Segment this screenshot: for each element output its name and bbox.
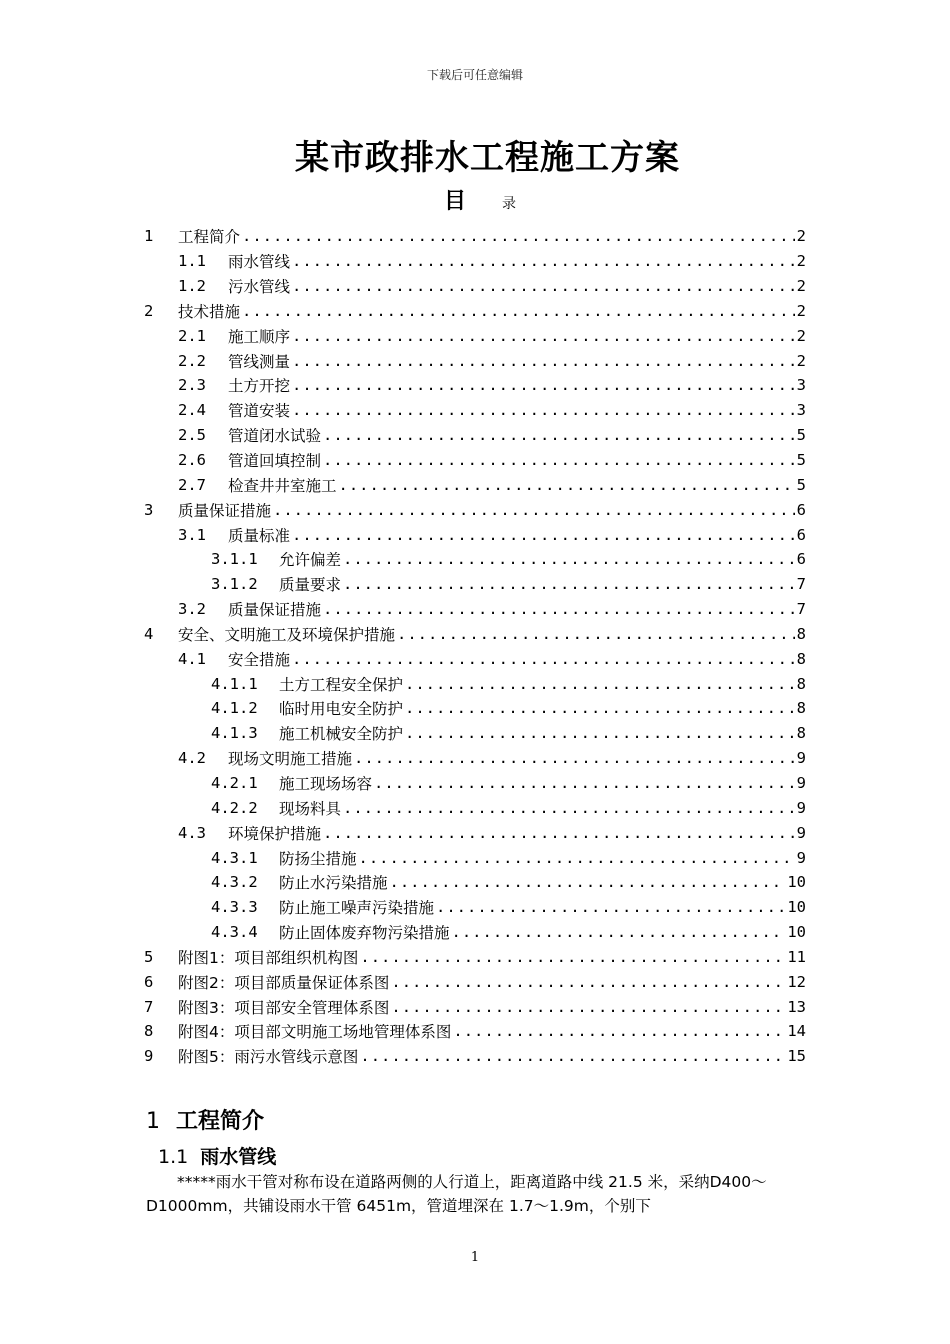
- toc-entry-number: 1: [144, 227, 154, 246]
- toc-entry[interactable]: [144, 771, 806, 796]
- toc-dot-leader: [323, 451, 795, 469]
- toc-entry-title: 管道闭水试验: [228, 427, 322, 446]
- toc-dot-leader: [323, 600, 795, 618]
- toc-dot-leader: [292, 526, 795, 544]
- header-note: 下载后可任意编辑: [426, 68, 523, 82]
- toc-dot-leader: [343, 550, 795, 568]
- toc-entry-page: 5: [796, 451, 806, 470]
- toc-dot-leader: [292, 352, 795, 370]
- toc-entry-number: 4.1.2: [211, 699, 258, 718]
- toc-entry-title: 安全措施: [228, 650, 291, 669]
- toc-entry-page: 9: [796, 823, 806, 842]
- toc-entry[interactable]: [144, 373, 806, 398]
- toc-entry[interactable]: [144, 522, 806, 547]
- toc-dot-leader: [405, 675, 795, 693]
- toc-entry-title: 工程简介: [178, 228, 241, 247]
- toc-entry-page: 8: [796, 724, 806, 743]
- toc-entry[interactable]: [144, 497, 806, 522]
- page-number: 1: [470, 1250, 480, 1265]
- subsection-title: 雨水管线: [200, 1146, 277, 1168]
- toc-entry-title: 防止固体废弃物污染措施: [279, 924, 450, 943]
- toc-entry[interactable]: [144, 646, 806, 671]
- toc-entry[interactable]: [144, 1044, 806, 1069]
- toc-entry-number: 2.6: [178, 451, 206, 470]
- toc-entry[interactable]: [144, 696, 806, 721]
- subsection-heading: [158, 1142, 276, 1169]
- toc-entry-number: 3.1.1: [211, 550, 258, 569]
- toc-entry-title: 管道安装: [228, 402, 291, 421]
- toc-entry-number: 1.1: [178, 252, 206, 271]
- toc-entry[interactable]: [144, 224, 806, 249]
- toc-entry-page: 2: [796, 277, 806, 296]
- toc-heading-char2: 录: [502, 196, 516, 212]
- toc-entry-page: 7: [796, 600, 806, 619]
- toc-entry-number: 2.7: [178, 475, 206, 494]
- toc-entry-page: 9: [796, 773, 806, 792]
- toc-dot-leader: [397, 625, 795, 643]
- toc-entry-title: 防止水污染措施: [279, 874, 388, 893]
- toc-entry[interactable]: [144, 348, 806, 373]
- toc-entry-page: 5: [796, 475, 806, 494]
- toc-entry-page: 6: [796, 500, 806, 519]
- toc-entry-page: 8: [796, 699, 806, 718]
- toc-dot-leader: [339, 476, 795, 494]
- toc-entry[interactable]: [144, 671, 806, 696]
- toc-dot-leader: [390, 873, 786, 891]
- toc-dot-leader: [405, 724, 795, 742]
- toc-entry[interactable]: [144, 870, 806, 895]
- table-of-contents: [144, 224, 806, 1069]
- toc-dot-leader: [323, 426, 795, 444]
- toc-entry-title: 质量标准: [228, 526, 291, 545]
- toc-entry-title: 现场料具: [279, 799, 342, 818]
- toc-entry[interactable]: [144, 572, 806, 597]
- toc-entry-page: 8: [796, 674, 806, 693]
- toc-entry-title: 附图5：雨污水管线示意图: [178, 1048, 359, 1067]
- toc-entry-number: 2.4: [178, 401, 206, 420]
- section-heading: [146, 1104, 264, 1135]
- toc-entry-page: 2: [796, 326, 806, 345]
- toc-entry-page: 11: [787, 947, 806, 966]
- toc-entry-number: 4.2: [178, 749, 206, 768]
- toc-entry-page: 8: [796, 624, 806, 643]
- toc-dot-leader: [292, 327, 795, 345]
- toc-entry[interactable]: [144, 622, 806, 647]
- toc-entry[interactable]: [144, 448, 806, 473]
- subsection-number: 1.1: [158, 1146, 189, 1168]
- toc-entry-number: 2.3: [178, 376, 206, 395]
- toc-entry-title: 管道回填控制: [228, 452, 322, 471]
- toc-entry-page: 2: [796, 351, 806, 370]
- toc-entry-page: 9: [796, 798, 806, 817]
- toc-entry-title: 土方工程安全保护: [279, 675, 404, 694]
- toc-entry-title: 管线测量: [228, 352, 291, 371]
- toc-entry-number: 2.1: [178, 326, 206, 345]
- toc-entry-page: 3: [796, 401, 806, 420]
- toc-dot-leader: [323, 824, 795, 842]
- toc-dot-leader: [391, 998, 785, 1016]
- toc-dot-leader: [292, 376, 795, 394]
- toc-entry-number: 4.1: [178, 649, 206, 668]
- toc-entry[interactable]: [144, 323, 806, 348]
- toc-entry-number: 3.1: [178, 525, 206, 544]
- toc-entry-page: 6: [796, 525, 806, 544]
- toc-entry[interactable]: [144, 423, 806, 448]
- toc-entry-number: 4: [144, 624, 154, 643]
- toc-entry-title: 施工现场场容: [279, 774, 373, 793]
- toc-entry-page: 13: [787, 997, 806, 1016]
- toc-entry-number: 8: [144, 1022, 154, 1041]
- toc-dot-leader: [354, 749, 795, 767]
- toc-heading: [0, 184, 950, 215]
- toc-entry-title: 雨水管线: [228, 253, 291, 272]
- toc-entry[interactable]: [144, 969, 806, 994]
- toc-entry[interactable]: [144, 820, 806, 845]
- toc-dot-leader: [453, 1022, 785, 1040]
- toc-entry-page: 9: [796, 848, 806, 867]
- toc-dot-leader: [343, 575, 795, 593]
- toc-entry-number: 1.2: [178, 277, 206, 296]
- toc-entry-title: 附图2：项目部质量保证体系图: [178, 973, 390, 992]
- toc-entry[interactable]: [144, 795, 806, 820]
- toc-entry-title: 环境保护措施: [228, 824, 322, 843]
- toc-entry[interactable]: [144, 472, 806, 497]
- toc-entry-number: 2.5: [178, 426, 206, 445]
- toc-entry-page: 7: [796, 575, 806, 594]
- toc-entry-page: 6: [796, 550, 806, 569]
- section-number: 1: [146, 1109, 160, 1134]
- toc-dot-leader: [292, 650, 795, 668]
- toc-entry-page: 10: [787, 898, 806, 917]
- toc-entry-title: 附图3：项目部安全管理体系图: [178, 998, 390, 1017]
- toc-entry-page: 15: [787, 1047, 806, 1066]
- toc-entry[interactable]: [144, 746, 806, 771]
- toc-entry-number: 4.3.1: [211, 848, 258, 867]
- toc-entry-page: 8: [796, 649, 806, 668]
- toc-entry-title: 防止施工噪声污染措施: [279, 899, 435, 918]
- toc-dot-leader: [436, 898, 785, 916]
- toc-entry-title: 施工顺序: [228, 327, 291, 346]
- toc-entry[interactable]: [144, 398, 806, 423]
- toc-entry[interactable]: [144, 299, 806, 324]
- toc-entry-page: 2: [796, 301, 806, 320]
- toc-entry-page: 2: [796, 252, 806, 271]
- toc-dot-leader: [273, 501, 795, 519]
- toc-dot-leader: [405, 699, 795, 717]
- toc-dot-leader: [292, 277, 795, 295]
- toc-entry-number: 4.3.3: [211, 898, 258, 917]
- toc-entry-number: 2: [144, 301, 154, 320]
- toc-entry-title: 质量要求: [279, 576, 342, 595]
- toc-entry-number: 3.2: [178, 600, 206, 619]
- toc-entry-title: 允许偏差: [279, 551, 342, 570]
- toc-entry-page: 9: [796, 749, 806, 768]
- toc-dot-leader: [360, 948, 785, 966]
- toc-entry[interactable]: [144, 1019, 806, 1044]
- toc-entry-page: 10: [787, 923, 806, 942]
- toc-entry-title: 土方开挖: [228, 377, 291, 396]
- toc-dot-leader: [292, 401, 795, 419]
- toc-entry-number: 4.3: [178, 823, 206, 842]
- toc-entry[interactable]: [144, 994, 806, 1019]
- toc-dot-leader: [359, 849, 795, 867]
- toc-entry[interactable]: [144, 597, 806, 622]
- toc-entry-number: 4.1.1: [211, 674, 258, 693]
- toc-entry-title: 检查井井室施工: [228, 476, 337, 495]
- toc-entry-page: 10: [787, 873, 806, 892]
- section-title: 工程简介: [176, 1109, 265, 1134]
- toc-dot-leader: [374, 774, 795, 792]
- toc-entry-title: 安全、文明施工及环境保护措施: [178, 625, 396, 644]
- toc-entry[interactable]: [144, 547, 806, 572]
- toc-dot-leader: [242, 302, 795, 320]
- toc-entry-number: 2.2: [178, 351, 206, 370]
- toc-entry-page: 12: [787, 972, 806, 991]
- toc-entry[interactable]: [144, 845, 806, 870]
- toc-entry[interactable]: [144, 920, 806, 945]
- toc-entry-title: 技术措施: [178, 302, 241, 321]
- toc-entry-page: 5: [796, 426, 806, 445]
- toc-dot-leader: [360, 1047, 785, 1065]
- toc-entry-title: 现场文明施工措施: [228, 750, 353, 769]
- body-paragraph: *****雨水干管对称布设在道路两侧的人行道上，距离道路中线 21.5 米，采纳D400～D1000mm，共铺设雨水干管 6451m，管道埋深在 1.7～1.9m，个别下: [146, 1173, 767, 1215]
- toc-entry-number: 6: [144, 972, 154, 991]
- toc-entry-title: 施工机械安全防护: [279, 725, 404, 744]
- toc-entry-title: 防扬尘措施: [279, 849, 357, 868]
- toc-entry-number: 5: [144, 947, 154, 966]
- toc-entry-page: 3: [796, 376, 806, 395]
- toc-entry-page: 2: [796, 227, 806, 246]
- toc-entry-title: 附图4：项目部文明施工场地管理体系图: [178, 1023, 452, 1042]
- toc-dot-leader: [292, 252, 795, 270]
- toc-entry-number: 3.1.2: [211, 575, 258, 594]
- toc-entry-number: 4.3.4: [211, 923, 258, 942]
- toc-entry-title: 质量保证措施: [178, 501, 272, 520]
- toc-entry[interactable]: [144, 274, 806, 299]
- toc-entry-number: 9: [144, 1047, 154, 1066]
- toc-entry[interactable]: [144, 944, 806, 969]
- toc-entry[interactable]: [144, 249, 806, 274]
- toc-entry-number: 4.2.1: [211, 773, 258, 792]
- toc-entry-page: 14: [787, 1022, 806, 1041]
- toc-entry-number: 3: [144, 500, 154, 519]
- toc-dot-leader: [452, 923, 786, 941]
- toc-entry-title: 污水管线: [228, 278, 291, 297]
- toc-dot-leader: [391, 973, 785, 991]
- toc-entry-title: 质量保证措施: [228, 601, 322, 620]
- toc-entry-title: 临时用电安全防护: [279, 700, 404, 719]
- toc-heading-char1: 目: [443, 188, 466, 214]
- toc-entry-title: 附图1：项目部组织机构图: [178, 948, 359, 967]
- toc-dot-leader: [343, 799, 795, 817]
- toc-dot-leader: [242, 227, 795, 245]
- toc-entry-number: 4.1.3: [211, 724, 258, 743]
- toc-entry-number: 7: [144, 997, 154, 1016]
- toc-entry-number: 4.2.2: [211, 798, 258, 817]
- toc-entry-number: 4.3.2: [211, 873, 258, 892]
- toc-entry[interactable]: [144, 895, 806, 920]
- document-title: 某市政排水工程施工方案: [295, 138, 680, 178]
- toc-entry[interactable]: [144, 721, 806, 746]
